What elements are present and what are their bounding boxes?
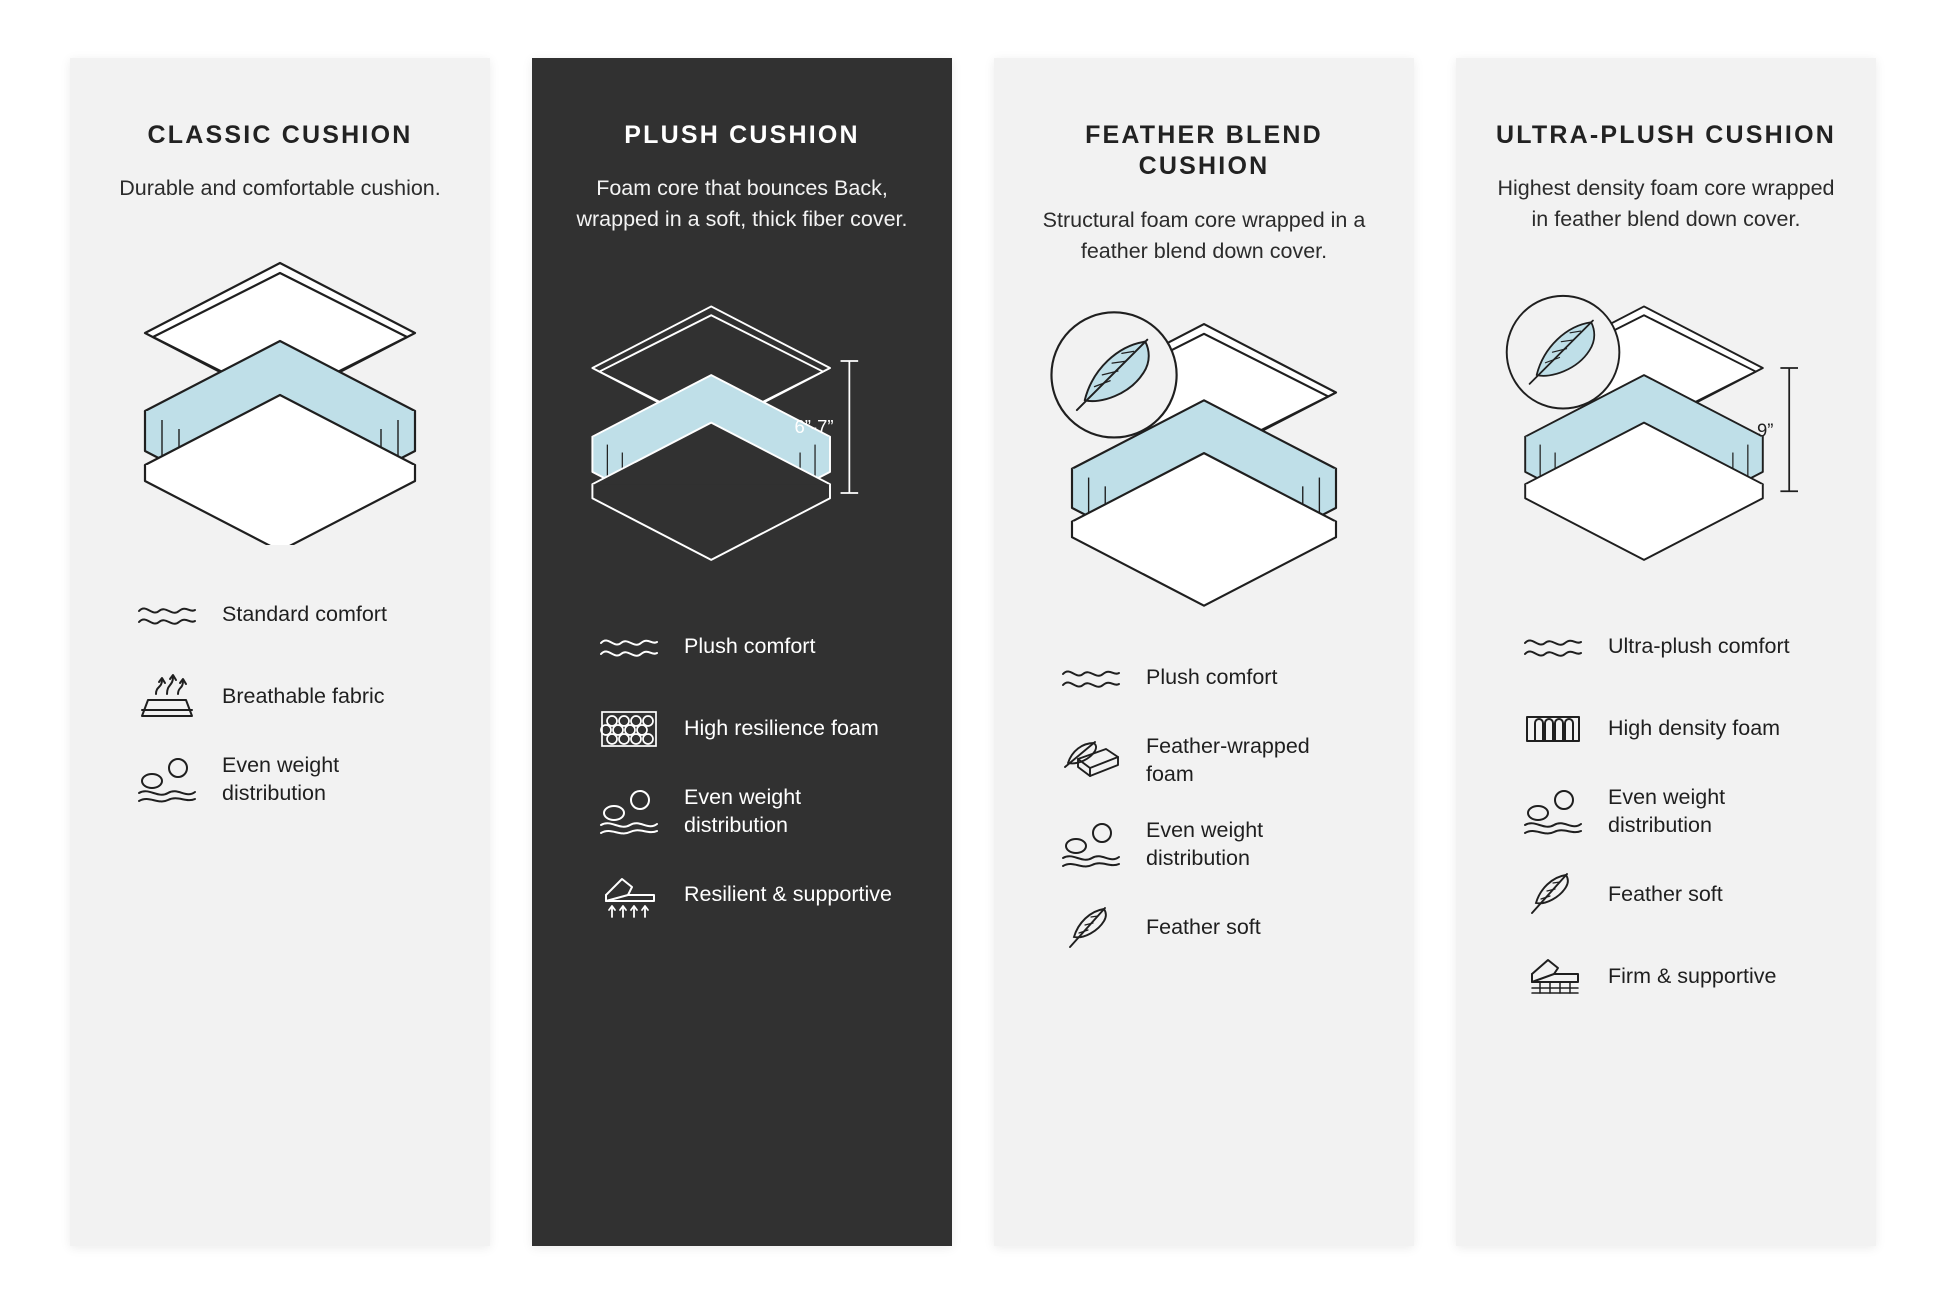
- cushion-layer-diagram: [1028, 293, 1380, 623]
- feature-list: [566, 620, 918, 950]
- feature-label: Plush comfort: [1146, 664, 1278, 689]
- feather-wrapped-foam-icon: [1058, 734, 1124, 788]
- exploded-cushion-illustration: [1490, 272, 1842, 582]
- feature-label: Feather soft: [1146, 914, 1261, 939]
- breathable-fabric-icon: [134, 670, 200, 724]
- feature-label: Firm & supportive: [1608, 963, 1777, 988]
- cushion-card-ultra-plush: [1456, 58, 1876, 1246]
- list-item: [596, 867, 918, 921]
- feature-label: High resilience foam: [684, 715, 879, 740]
- feature-label: Feather soft: [1608, 881, 1723, 906]
- exploded-cushion-illustration: [1028, 303, 1380, 613]
- list-item: [1520, 702, 1842, 756]
- card-title: CLASSIC CUSHION: [147, 121, 413, 149]
- feather-icon: [1520, 867, 1586, 921]
- even-weight-icon: [596, 785, 662, 839]
- card-title: PLUSH CUSHION: [624, 121, 860, 149]
- wave-icon: [134, 588, 200, 642]
- feature-label: Even weight distribution: [222, 753, 340, 806]
- list-item: [134, 752, 456, 808]
- cushion-layer-diagram: [104, 230, 456, 560]
- feature-list: [1028, 651, 1380, 983]
- even-weight-icon: [1058, 818, 1124, 872]
- dimension-label: 9”: [1756, 419, 1774, 441]
- card-description: Structural foam core wrapped in a feather blend down cover.: [1042, 207, 1366, 263]
- feature-label: High density foam: [1608, 715, 1781, 740]
- feature-label: Feather-wrapped foam: [1146, 733, 1310, 786]
- feature-list: [1490, 620, 1842, 1032]
- feature-label: Breathable fabric: [222, 684, 385, 709]
- list-item: [1520, 949, 1842, 1003]
- high-density-foam-icon: [1520, 702, 1586, 756]
- cushion-layer-diagram: [1490, 262, 1842, 592]
- cushion-card-plush: [532, 58, 952, 1246]
- lounge-support-icon: [596, 867, 662, 921]
- feather-icon: [1058, 901, 1124, 955]
- feature-label: Ultra-plush comfort: [1608, 633, 1790, 658]
- feature-list: [104, 588, 456, 836]
- feature-label: Even weight distribution: [1146, 817, 1264, 870]
- list-item: [1058, 651, 1380, 705]
- list-item: [1058, 817, 1380, 873]
- exploded-cushion-illustration: [115, 245, 445, 545]
- list-item: [134, 670, 456, 724]
- list-item: [1520, 620, 1842, 674]
- wave-icon: [1520, 620, 1586, 674]
- card-title: FEATHER BLEND CUSHION: [1085, 121, 1323, 181]
- cushion-card-feather-blend: [994, 58, 1414, 1246]
- feature-label: Standard comfort: [222, 602, 387, 627]
- wave-icon: [596, 620, 662, 674]
- even-weight-icon: [1520, 785, 1586, 839]
- feature-label: Plush comfort: [684, 633, 816, 658]
- feature-label: Resilient & supportive: [684, 881, 892, 906]
- dimension-label: 6”-7”: [794, 415, 834, 437]
- list-item: [134, 588, 456, 642]
- card-description: Highest density foam core wrapped in feather blend down cover.: [1497, 176, 1835, 232]
- card-description: Durable and comfortable cushion.: [119, 176, 441, 201]
- list-item: [1520, 867, 1842, 921]
- list-item: [596, 784, 918, 840]
- even-weight-icon: [134, 753, 200, 807]
- honeycomb-foam-icon: [596, 702, 662, 756]
- card-description: Foam core that bounces Back, wrapped in a soft, thick fiber cover.: [576, 176, 908, 232]
- cushion-card-classic: [70, 58, 490, 1246]
- list-item: [596, 702, 918, 756]
- list-item: [1058, 901, 1380, 955]
- feature-label: Even weight distribution: [684, 784, 802, 837]
- cushion-layer-diagram: [566, 262, 918, 592]
- wave-icon: [1058, 651, 1124, 705]
- card-title: ULTRA-PLUSH CUSHION: [1496, 121, 1836, 149]
- list-item: [596, 620, 918, 674]
- exploded-cushion-illustration: [566, 272, 918, 582]
- lounge-support-icon: [1520, 949, 1586, 1003]
- feature-label: Even weight distribution: [1608, 784, 1726, 837]
- list-item: [1058, 733, 1380, 789]
- list-item: [1520, 784, 1842, 840]
